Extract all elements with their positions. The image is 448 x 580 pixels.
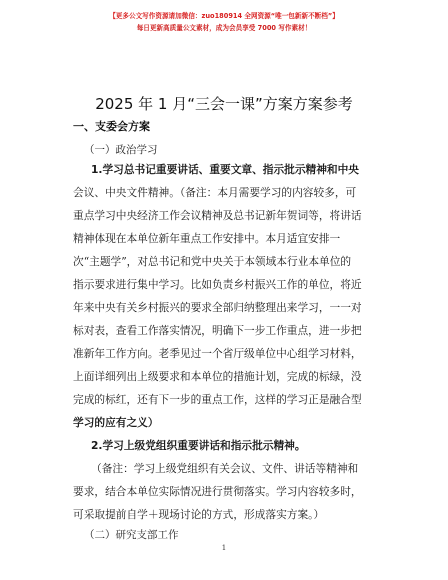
item-1-line-1: 1.学习总书记重要讲话、重要文章、指示批示精神和中央 [91, 163, 359, 176]
item-1-line-11: 完成的标红，还有下一步的重点工作，这样的学习正是融合型 [73, 393, 362, 406]
promo-banner-line-2[interactable]: 每日更新高质量公文素材，成为会员享受 7000 写作素材！ [136, 24, 312, 32]
item-1-line-2: 会议、中央文件精神。（备注：本月需要学习的内容较多，可 [73, 186, 357, 199]
item-2-note-line-1: （备注：学习上级党组织有关会议、文件、讲话等精神和 [91, 462, 359, 475]
item-1-line-9: 准新年工作方向。老季见过一个省厅级单位中心组学习材料， [73, 347, 362, 360]
item-2-note-line-2: 要求，结合本单位实际情况进行贯彻落实。学习内容较多时， [73, 485, 362, 498]
section-heading-branch-committee: 一、支委会方案 [73, 120, 150, 133]
item-1-line-8: 标对表，查看工作落实情况，明确下一步工作重点，进一步把 [73, 324, 362, 337]
item-2-paragraph [73, 434, 385, 526]
item-1-line-7: 年来中央有关乡村振兴的要求全部归纳整理出来学习，一一对 [73, 301, 362, 314]
item-1-line-4: 精神体现在本单位新年重点工作安排中。本月适宜安排一 [73, 232, 341, 245]
promo-banner-line-1[interactable]: 【更多公文写作资源请加微信：zuo180914 全网资源“唯一包新新不断档”】 [109, 12, 339, 20]
item-1-line-5: 次“主题学”，对总书记和党中央关于本领域本行业本单位的 [73, 255, 352, 268]
document-title: 2025 年 1 月“三会一课”方案方案参考 [95, 95, 353, 113]
subsection-heading-political-study: （一）政治学习 [84, 144, 158, 156]
item-1-line-10: 上面详细列出上级要求和本单位的措施计划，完成的标绿，没 [73, 370, 362, 383]
page-number: 1 [221, 544, 227, 552]
item-1-line-12: 学习的应有之义） [73, 416, 159, 429]
item-2-note-line-3: 可采取提前自学＋现场讨论的方式，形成落实方案。） [73, 508, 325, 521]
item-1-line-6: 指示要求进行集中学习。比如负责乡村振兴工作的单位，将近 [73, 278, 362, 291]
item-1-paragraph [73, 158, 385, 434]
item-2-heading: 2.学习上级党组织重要讲话和指示批示精神。 [91, 439, 306, 452]
subsection-heading-branch-work: （二）研究支部工作 [84, 529, 179, 541]
item-1-line-3: 重点学习中央经济工作会议精神及总书记新年贺词等，将讲话 [73, 209, 362, 222]
